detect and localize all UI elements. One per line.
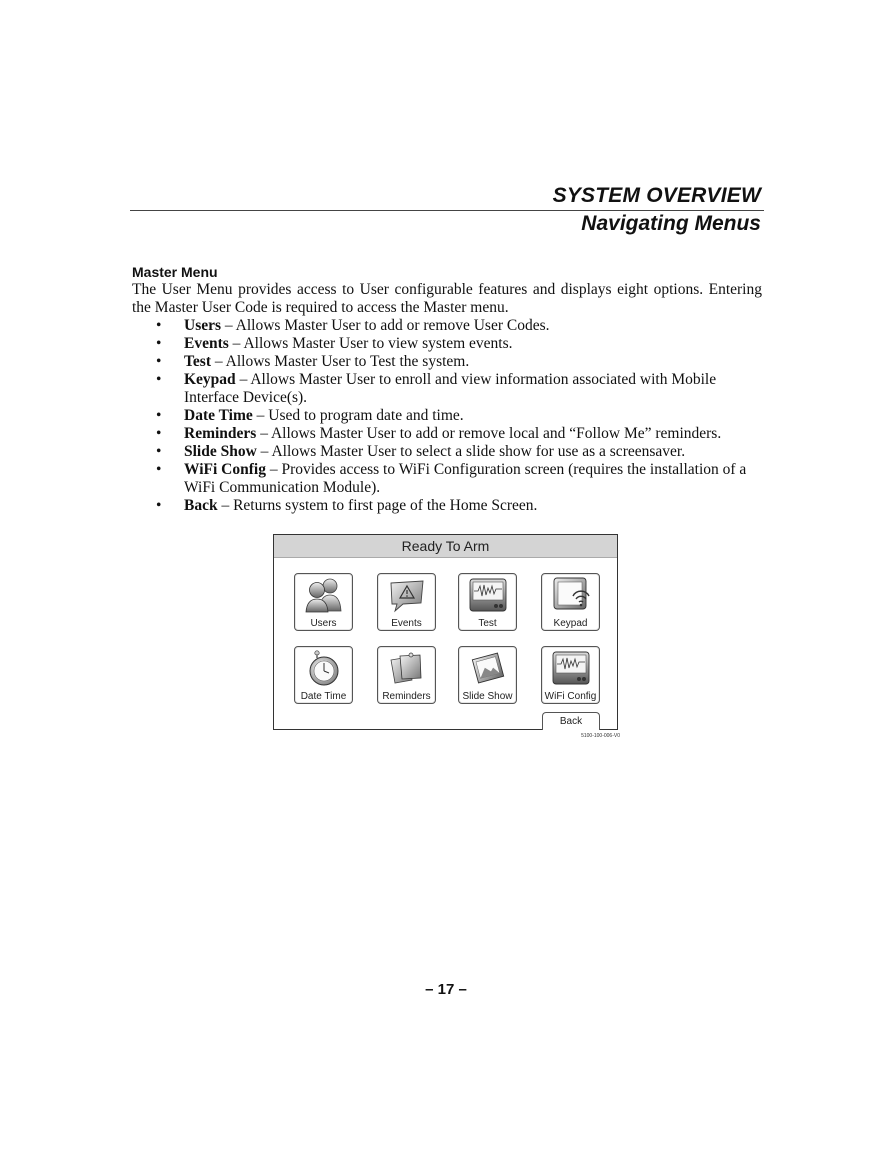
events-button[interactable]	[377, 573, 436, 631]
page-number: – 17 –	[425, 981, 467, 998]
header-rule	[130, 210, 764, 211]
options-list	[132, 317, 764, 515]
status-bar: Ready To Arm	[274, 535, 617, 558]
users-icon	[304, 577, 344, 613]
list-item: • Keypad – Allows Master User to enroll and view information associated with Mobile Interface Device(s).	[156, 371, 717, 406]
stopwatch-icon	[304, 650, 344, 686]
date-time-button[interactable]	[294, 646, 353, 704]
slide-show-button[interactable]	[458, 646, 517, 704]
tile-label: Events	[391, 618, 422, 629]
slideshow-icon	[468, 650, 508, 686]
tile-label: Reminders	[382, 691, 431, 702]
tile-label: Test	[478, 618, 497, 629]
tile-label: Keypad	[553, 618, 588, 629]
section-heading: Master Menu	[132, 264, 218, 280]
keypad-icon	[551, 577, 591, 613]
tile-label: Date Time	[300, 691, 347, 702]
tile-label: Users	[310, 618, 337, 629]
keypad-button[interactable]	[541, 573, 600, 631]
intro-paragraph: The User Menu provides access to User configurable features and displays eight options. Entering the Master User Code is required to access the Master menu.	[132, 281, 762, 316]
tile-label: Slide Show	[462, 691, 513, 702]
test-button[interactable]	[458, 573, 517, 631]
list-item: • WiFi Config – Provides access to WiFi Configuration screen (requires the installation of a WiFi Communication Module).	[156, 461, 747, 496]
list-item: • Reminders – Allows Master User to add or remove local and “Follow Me” reminders.	[156, 425, 722, 442]
list-item: • Users – Allows Master User to add or remove User Codes.	[156, 317, 550, 334]
panel-screen-figure	[273, 534, 618, 730]
list-item: • Test – Allows Master User to Test the system.	[156, 353, 470, 370]
back-button[interactable]: Back	[542, 712, 600, 730]
list-item: • Date Time – Used to program date and time.	[156, 407, 464, 424]
header-title: SYSTEM OVERVIEW	[552, 184, 761, 207]
list-item: • Back – Returns system to first page of the Home Screen.	[156, 497, 538, 514]
users-button[interactable]	[294, 573, 353, 631]
test-icon	[468, 577, 508, 613]
header-subtitle: Navigating Menus	[581, 212, 761, 235]
list-item: • Slide Show – Allows Master User to select a slide show for use as a screensaver.	[156, 443, 686, 460]
reminders-icon	[387, 650, 427, 686]
reminders-button[interactable]	[377, 646, 436, 704]
figure-code: 5100-100-006-V0	[581, 733, 620, 739]
events-icon	[387, 577, 427, 613]
wifi-config-button[interactable]	[541, 646, 600, 704]
tile-label: WiFi Config	[544, 691, 597, 702]
wifi-config-icon	[551, 650, 591, 686]
list-item: • Events – Allows Master User to view system events.	[156, 335, 513, 352]
